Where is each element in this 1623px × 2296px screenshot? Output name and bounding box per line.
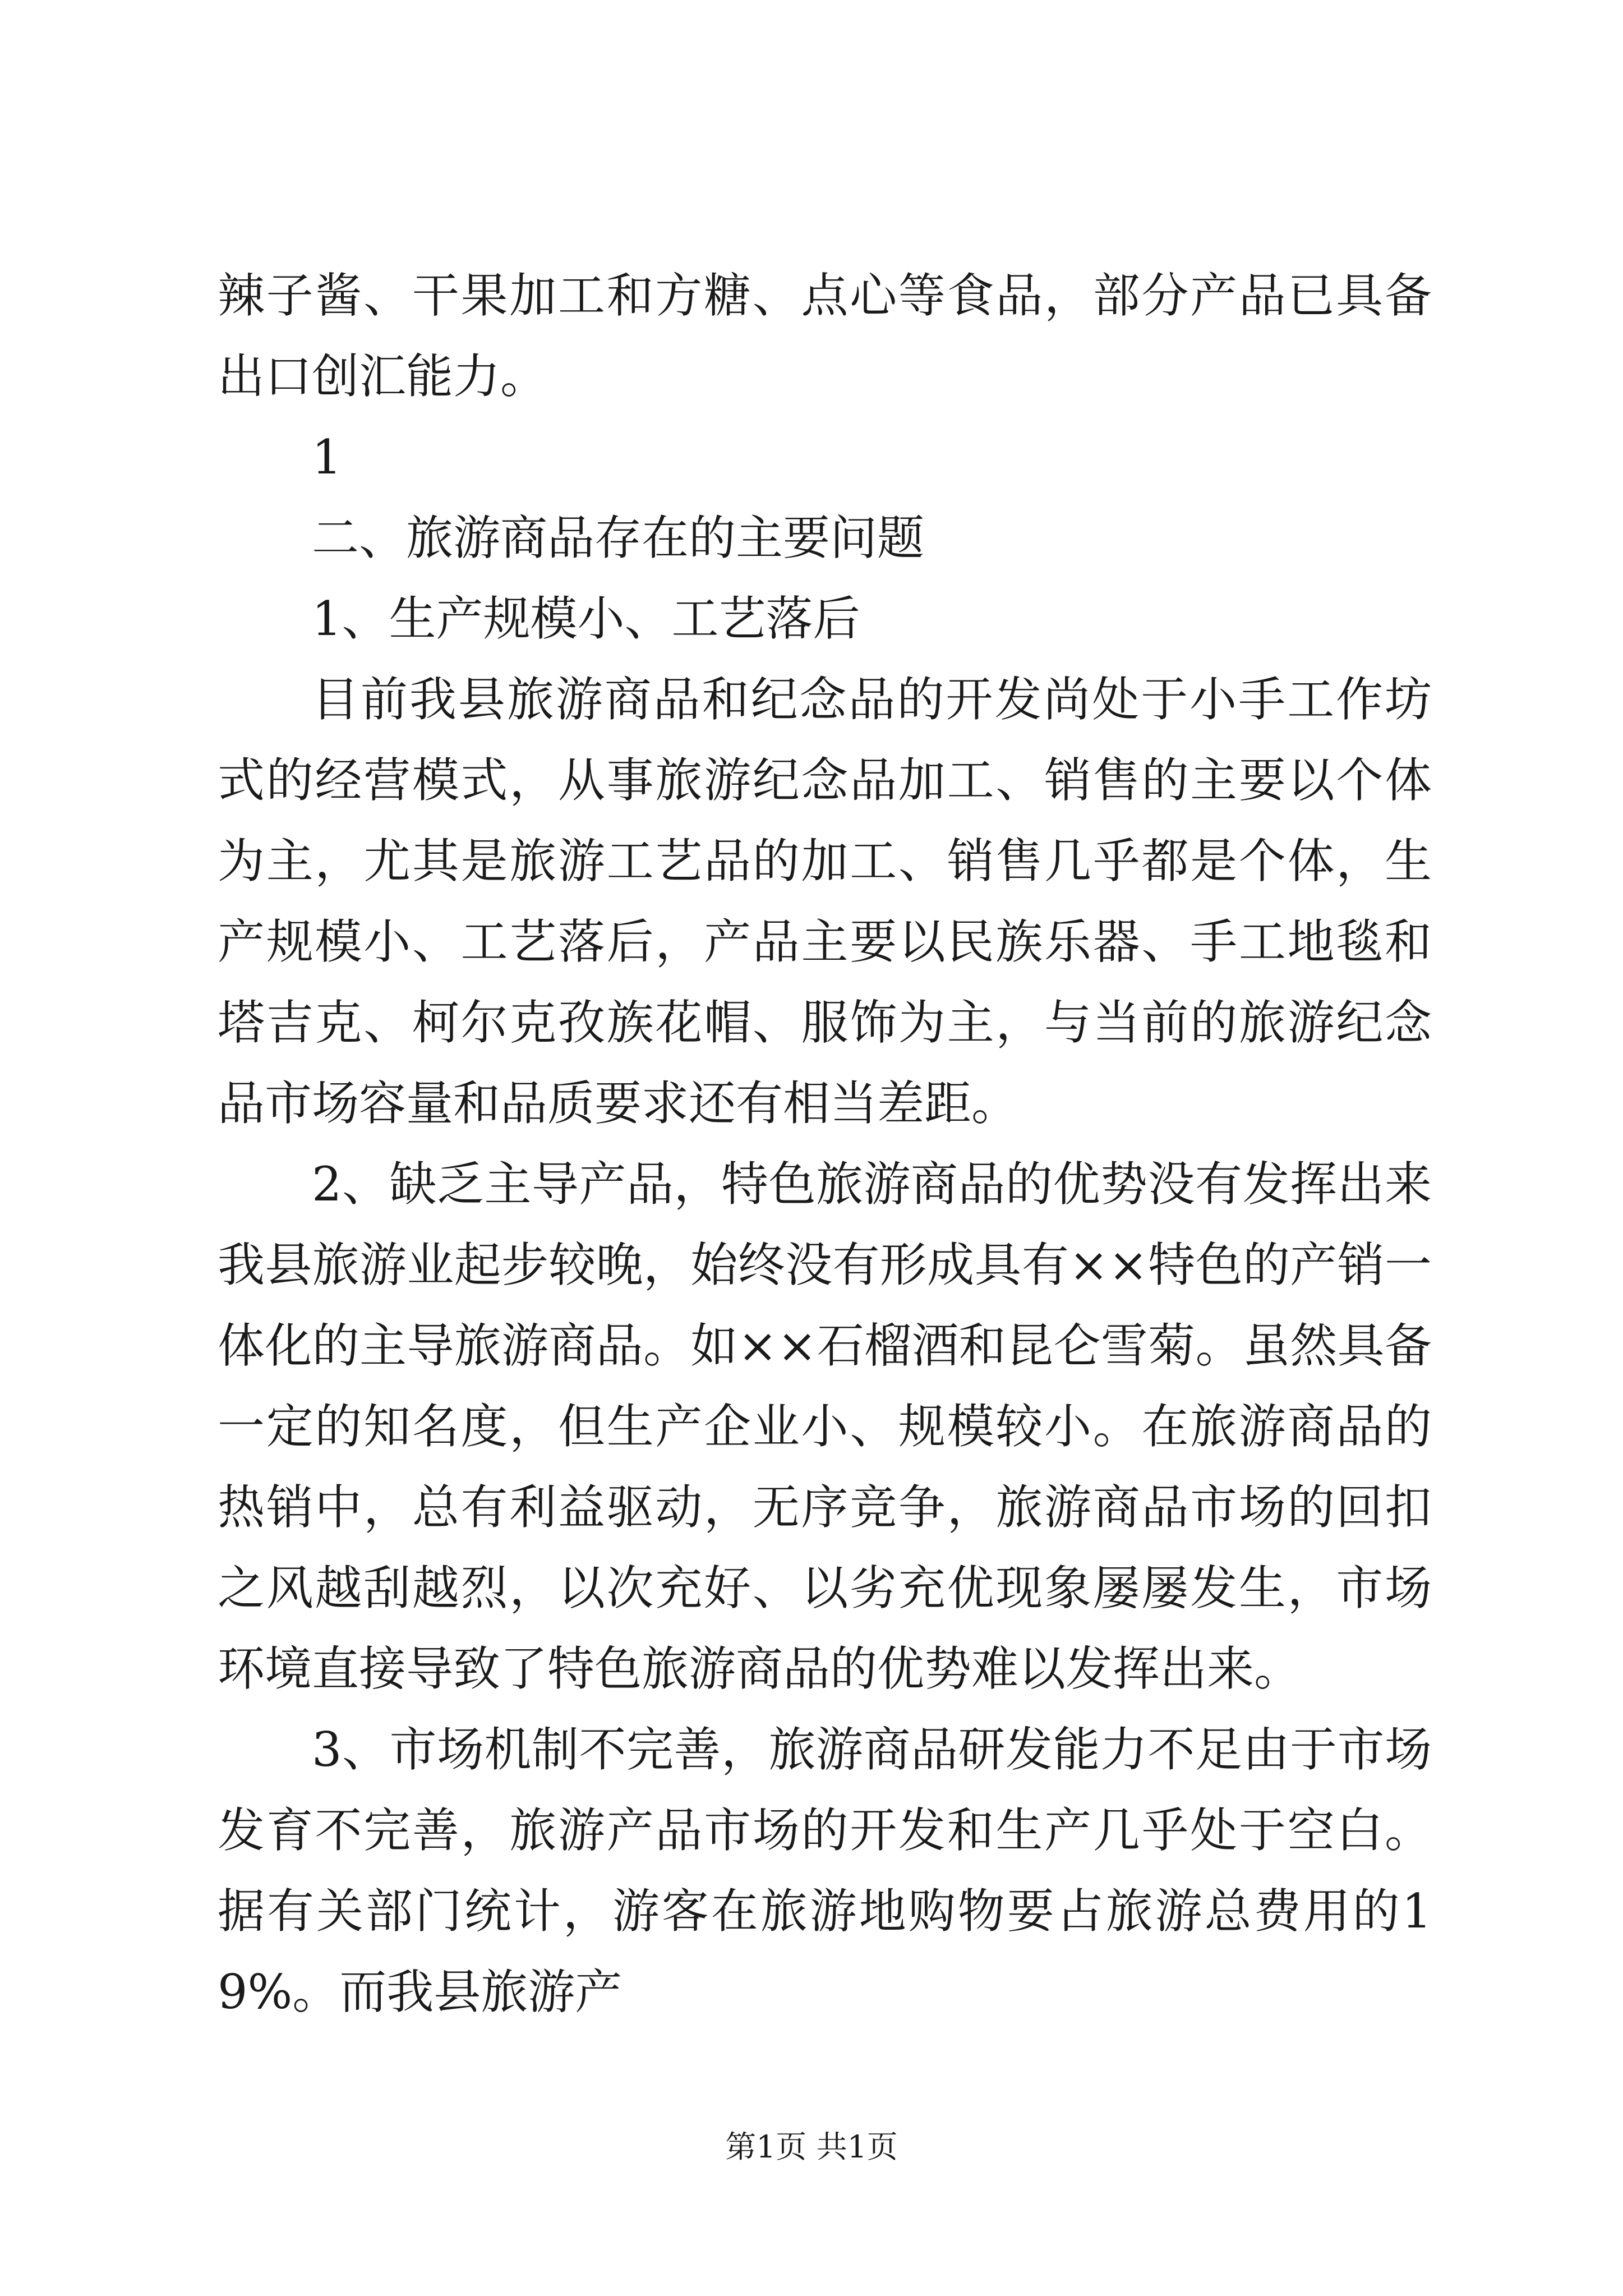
body-paragraph: 3、市场机制不完善，旅游商品研发能力不足由于市场发育不完善，旅游产品市场的开发和生产几乎处于空白。据有关部门统计，游客在旅游地购物要占旅游总费用的19%。而我县旅游产 (218, 1722, 1432, 2019)
section-heading: 二、旅游商品存在的主要问题 (312, 510, 925, 565)
paragraph-number: 1 (312, 430, 342, 485)
subsection-heading: 1、生产规模小、工艺落后 (312, 591, 860, 646)
body-paragraph: 2、缺乏主导产品，特色旅游商品的优势没有发挥出来我县旅游业起步较晚，始终没有形成具有××特色的产销一体化的主导旅游商品。如××石榴酒和昆仑雪菊。虽然具备一定的知名度，但生产企业小、规模较小。在旅游商品的热销中，总有利益驱动，无序竞争，旅游商品市场的回扣之风越刮越烈，以次充好、以劣充优现象屡屡发生，市场环境直接导致了特色旅游商品的优势难以发挥出来。 (218, 1157, 1432, 1696)
body-paragraph: 目前我县旅游商品和纪念品的开发尚处于小手工作坊式的经营模式，从事旅游纪念品加工、销售的主要以个体为主，尤其是旅游工艺品的加工、销售几乎都是个体，生产规模小、工艺落后，产品主要以民族乐器、手工地毯和塔吉克、柯尔克孜族花帽、服饰为主，与当前的旅游纪念品市场容量和品质要求还有相当差距。 (218, 672, 1432, 1131)
page-footer (0, 2124, 1623, 2169)
paragraph-continuation: 辣子酱、干果加工和方糖、点心等食品，部分产品已具备出口创汇能力。 (218, 268, 1432, 404)
page-number-label: 第1页 共1页 (725, 2129, 898, 2165)
document-body (218, 255, 1432, 2032)
